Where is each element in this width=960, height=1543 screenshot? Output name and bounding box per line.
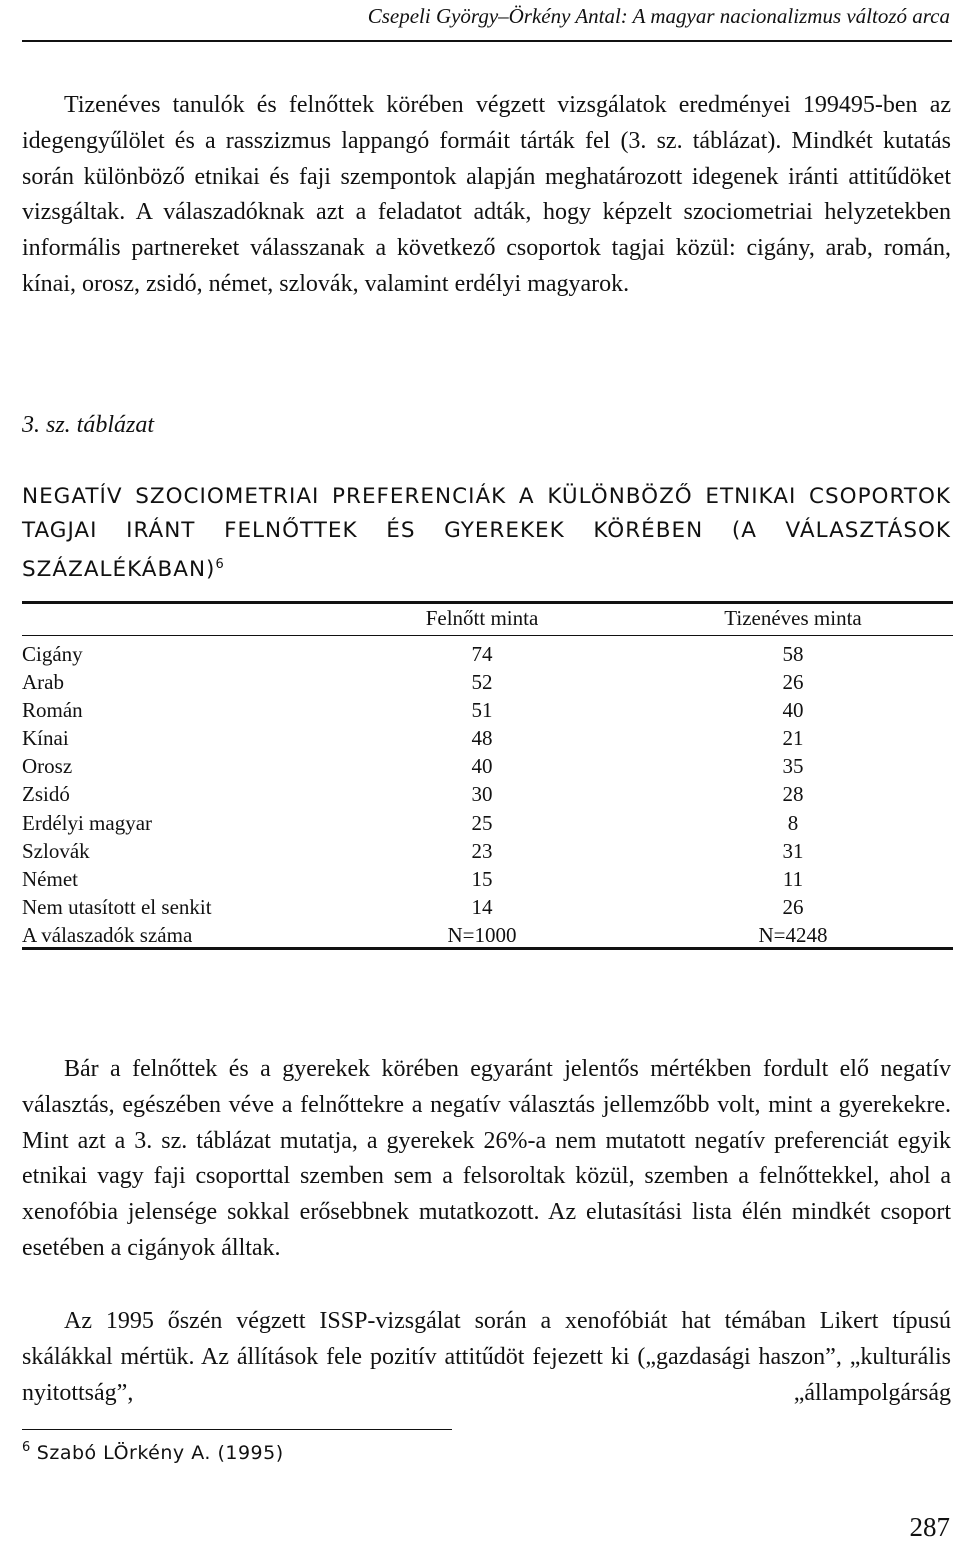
row-value-adult: 48 <box>471 726 493 751</box>
footnote-text: Szabó LÖrkény A. (1995) <box>36 1442 284 1464</box>
table-row <box>22 809 953 837</box>
row-value-adult: 15 <box>471 866 493 891</box>
table-row <box>22 640 953 668</box>
paragraph-issp: Az 1995 őszén végzett ISSP-vizsgálat során a xenofóbiát hat témában Likert típusú skálákkal mértük. Az állítások fele pozitív attitűdöt fejezett ki („gazdasági haszon”, „kulturális nyitottság”, „állampolgárság <box>22 1308 951 1406</box>
row-label: Kínai <box>22 726 69 751</box>
table-row <box>22 893 953 921</box>
table-bottom-rule <box>22 947 953 950</box>
header-rule <box>22 40 952 42</box>
row-value-adult: 30 <box>471 782 493 807</box>
table-row <box>22 921 953 949</box>
table-body <box>22 640 953 949</box>
table-top-rule <box>22 601 953 604</box>
row-label: Cigány <box>22 642 83 666</box>
row-value-teen: 26 <box>782 894 804 919</box>
table-title-footnote-ref: 6 <box>215 557 225 572</box>
row-value-adult: 40 <box>471 754 493 779</box>
table-row <box>22 865 953 893</box>
footnote <box>22 1440 284 1464</box>
row-value-teen: 31 <box>782 838 804 863</box>
table-row <box>22 837 953 865</box>
row-value-teen: N=4248 <box>758 922 828 947</box>
row-value-adult: 51 <box>471 698 493 723</box>
table-row <box>22 780 953 808</box>
row-value-adult: N=1000 <box>447 922 517 947</box>
page-number: 287 <box>909 1512 950 1542</box>
table-caption: 3. sz. táblázat <box>22 412 155 438</box>
row-value-teen: 40 <box>782 698 804 723</box>
row-label: Német <box>22 866 78 891</box>
table-title <box>22 480 951 587</box>
row-value-teen: 26 <box>782 670 804 695</box>
row-value-adult: 23 <box>471 838 493 863</box>
row-value-adult: 14 <box>471 894 493 919</box>
footnote-number: 6 <box>22 1440 31 1455</box>
row-value-teen: 11 <box>782 866 804 891</box>
table-row <box>22 668 953 696</box>
table-row <box>22 724 953 752</box>
row-label: Nem utasított el senkit <box>22 894 212 919</box>
row-value-adult: 25 <box>471 810 493 835</box>
row-label: A válaszadók száma <box>22 922 193 947</box>
row-label: Zsidó <box>22 782 70 807</box>
table-row <box>22 752 953 780</box>
row-value-adult: 52 <box>471 670 493 695</box>
table-title-text: NEGATÍV SZOCIOMETRIAI PREFERENCIÁK A KÜLÖNBÖZŐ ETNIKAI CSOPORTOK TAGJAI IRÁNT FELNŐTTEK ÉS GYEREKEK KÖRÉBEN (A VÁLASZTÁSOK SZÁZALÉKÁBAN) <box>22 484 951 582</box>
row-value-adult: 74 <box>471 642 493 666</box>
paragraph-intro: Tizenéves tanulók és felnőttek körében végzett vizsgálatok eredményei 199495-ben az idegengyűlölet és a rasszizmus lappangó formáit tárták fel (3. sz. táblázat). Mindkét kutatás során különböző etnikai és faji szempontok alapján meghatározott idegenek iránti attitűdöket vizsgáltak. A válaszadóknak azt a feladatot adták, hogy képzelt szociometriai helyzetekben informális partnereket válasszanak a következő csoportok tagjai közül: cigány, arab, román, kínai, orosz, zsidó, német, szlovák, valamint erdélyi magyarok. <box>22 92 951 297</box>
footnote-rule <box>22 1429 452 1430</box>
paragraph-discussion: Bár a felnőttek és a gyerekek körében egyaránt jelentős mértékben fordult elő negatív választás, egészében véve a felnőttekre a negatív választás jellemzőbb volt, mint a gyerekekre. Mint azt a 3. sz. táblázat mutatja, a gyerekek 26%-a nem mutatott negatív preferenciát egyik etnikai vagy faji csoporttal szemben sem a felsoroltak közül, szemben a felnőttekkel, ahol a xenofóbia jelensége sokkal erősebbnek mutatkozott. Az elutasítási lista élén mindkét csoport esetében a cigányok álltak. <box>22 1056 951 1261</box>
running-header: Csepeli György–Örkény Antal: A magyar nacionalizmus változó arca <box>367 4 950 28</box>
column-header-adult: Felnőtt minta <box>425 606 539 630</box>
row-label: Arab <box>22 670 64 695</box>
row-label: Szlovák <box>22 838 90 863</box>
row-label: Erdélyi magyar <box>22 810 153 835</box>
row-label: Orosz <box>22 754 73 779</box>
row-value-teen: 58 <box>782 642 804 666</box>
row-label: Román <box>22 698 83 723</box>
row-value-teen: 21 <box>782 726 804 751</box>
column-header-teen: Tizenéves minta <box>724 606 862 630</box>
row-value-teen: 28 <box>782 782 804 807</box>
row-value-teen: 35 <box>782 754 804 779</box>
row-value-teen: 8 <box>787 810 799 835</box>
table-header-rule <box>22 635 953 636</box>
table-row <box>22 696 953 724</box>
